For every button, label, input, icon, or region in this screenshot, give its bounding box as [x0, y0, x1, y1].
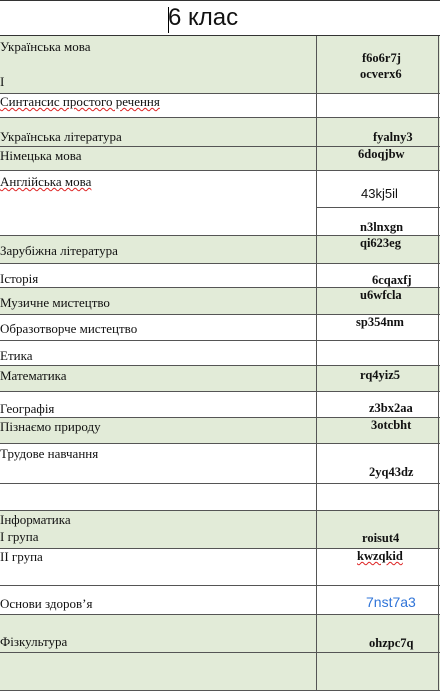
table-row: [0, 171, 440, 236]
subject-label: Історія: [0, 271, 39, 286]
subject-sublabel: І група: [0, 529, 39, 544]
table-row: [0, 392, 440, 418]
class-code[interactable]: f6o6r7j: [362, 51, 401, 65]
class-code[interactable]: 6doqjbw: [358, 147, 405, 161]
table-right-border: [438, 36, 439, 691]
class-code[interactable]: sp354nm: [356, 315, 404, 329]
subject-label: Інформатика: [0, 512, 71, 527]
subject-label: Основи здоров’я: [0, 596, 93, 611]
subject-label: Німецька мова: [0, 148, 82, 163]
class-code[interactable]: ocverx6: [360, 67, 402, 81]
table-row: [0, 418, 440, 444]
class-code[interactable]: ohzpc7q: [369, 636, 414, 650]
table-row: [0, 36, 440, 94]
subject-label: Математика: [0, 368, 67, 383]
class-code[interactable]: 2yq43dz: [369, 465, 414, 479]
table-row: [0, 615, 440, 653]
table-row: [0, 511, 440, 549]
subject-label: Фізкультура: [0, 634, 68, 649]
table-row: [0, 236, 440, 264]
title-bar: [0, 0, 440, 36]
subject-label: Українська мова: [0, 39, 91, 54]
subject-label: Англійська мова: [0, 174, 92, 189]
subject-label: Етика: [0, 348, 33, 363]
subject-label: Українська література: [0, 129, 122, 144]
class-code[interactable]: n3lnxgn: [360, 220, 404, 234]
subject-label: Зарубіжна література: [0, 243, 118, 258]
table-row: [0, 288, 440, 315]
class-code[interactable]: rq4yiz5: [360, 368, 401, 382]
table-row: [0, 315, 440, 341]
table-row: [0, 444, 440, 484]
class-code[interactable]: roisut4: [362, 531, 400, 545]
class-code-link[interactable]: 7nst7a3: [366, 594, 416, 610]
class-code[interactable]: 43kj5il: [361, 186, 398, 201]
table-row: [0, 366, 440, 392]
class-code[interactable]: kwzqkid: [357, 549, 403, 563]
class-code[interactable]: qi623eg: [360, 236, 401, 250]
table-row: [0, 147, 440, 171]
table-row: [0, 484, 440, 511]
subject-label: Музичне мистецтво: [0, 295, 110, 310]
class-code[interactable]: 3otcbht: [371, 418, 412, 432]
page-title: 6 клас: [168, 4, 239, 31]
class-code[interactable]: z3bx2aa: [369, 401, 413, 415]
subject-label: Пізнаємо природу: [0, 419, 101, 434]
subject-label: Трудове навчання: [0, 446, 99, 461]
table-row: [0, 341, 440, 366]
subject-label: ІІ група: [0, 549, 43, 564]
subject-label: Образотворче мистецтво: [0, 321, 138, 336]
subject-label: Синтансис простого речення: [0, 94, 160, 109]
table-row: [0, 586, 440, 615]
subject-sublabel: І: [0, 74, 5, 89]
table-row: [0, 264, 440, 288]
table-row: [0, 549, 440, 586]
table-row: [0, 118, 440, 147]
class-code[interactable]: u6wfcla: [360, 288, 402, 302]
class-code[interactable]: 6cqaxfj: [372, 273, 412, 287]
table-row: [0, 653, 440, 691]
table-row: [0, 94, 440, 118]
class-code[interactable]: fyalny3: [373, 130, 413, 144]
subject-label: Географія: [0, 401, 55, 416]
